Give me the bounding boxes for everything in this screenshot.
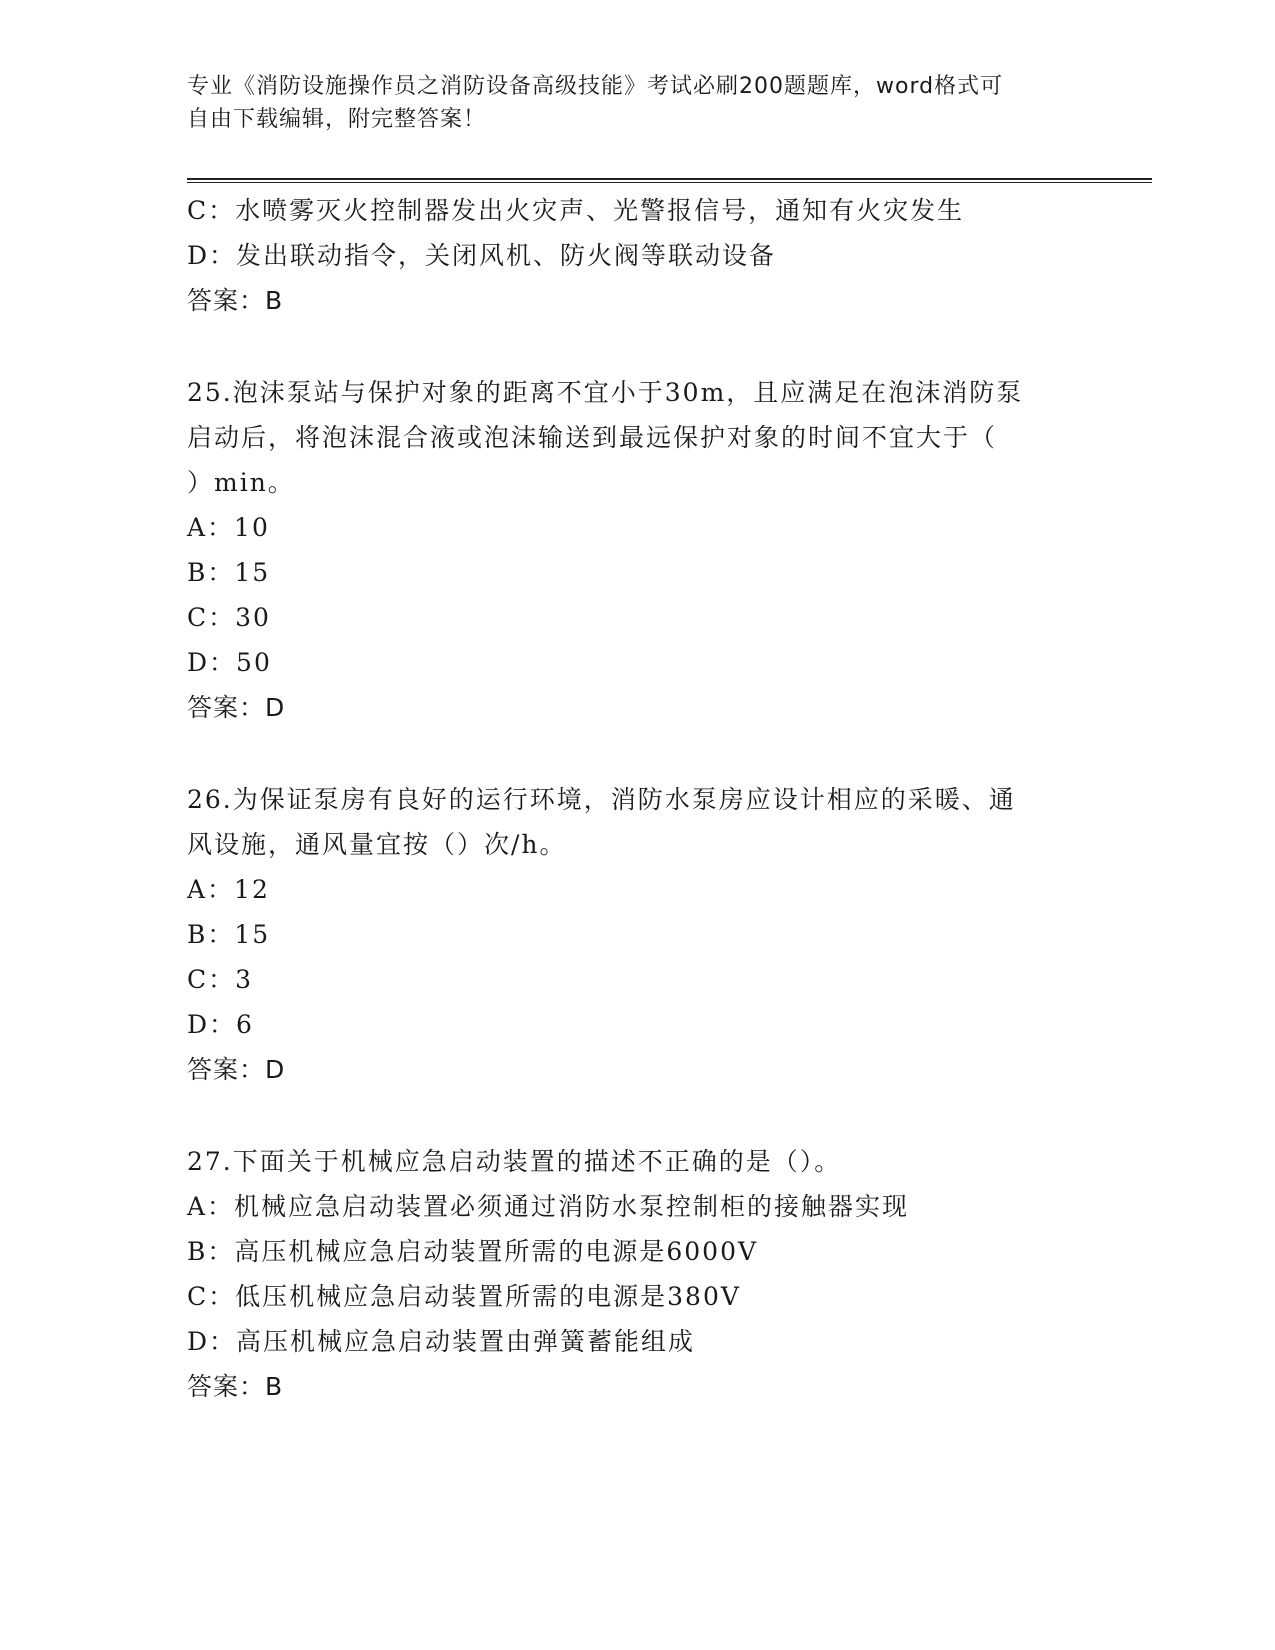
question-27 — [187, 1139, 1152, 1409]
document-page — [187, 70, 1152, 1401]
question-26 — [187, 777, 1152, 1092]
question-stem: 26.为保证泵房有良好的运行环境，消防水泵房应设计相应的采暖、通 — [187, 785, 1016, 814]
option-a: A：机械应急启动装置必须通过消防水泵控制柜的接触器实现 — [187, 1192, 910, 1221]
question-stem: ）min。 — [187, 468, 295, 497]
option-d: D：6 — [187, 1010, 254, 1039]
option-d: D：50 — [187, 648, 272, 677]
option-b: B：15 — [187, 558, 271, 587]
answer: 答案：B — [187, 1372, 284, 1401]
question-stem: 27.下面关于机械应急启动装置的描述不正确的是（）。 — [187, 1147, 842, 1176]
option-b: B：高压机械应急启动装置所需的电源是6000V — [187, 1237, 759, 1266]
question-list — [187, 188, 1152, 1409]
answer: 答案：D — [187, 693, 286, 722]
option-a: A：12 — [187, 875, 270, 904]
question-stem: 风设施，通风量宜按（）次/h。 — [187, 830, 567, 859]
option-c: C：水喷雾灭火控制器发出火灾声、光警报信号，通知有火灾发生 — [187, 196, 965, 225]
answer: 答案：B — [187, 286, 284, 315]
option-c: C：3 — [187, 965, 254, 994]
document-header — [187, 70, 1067, 136]
question-25 — [187, 370, 1152, 730]
answer: 答案：D — [187, 1055, 286, 1084]
header-divider — [187, 178, 1152, 183]
question-stem: 25.泡沫泵站与保护对象的距离不宜小于30m，且应满足在泡沫消防泵 — [187, 378, 1024, 407]
option-a: A：10 — [187, 513, 270, 542]
option-b: B：15 — [187, 920, 271, 949]
question-24-continued — [187, 188, 1152, 323]
header-line-1: 专业《消防设施操作员之消防设备高级技能》考试必刷200题题库，word格式可 — [187, 74, 1004, 99]
option-d: D：高压机械应急启动装置由弹簧蓄能组成 — [187, 1327, 696, 1356]
option-d: D：发出联动指令，关闭风机、防火阀等联动设备 — [187, 241, 777, 270]
option-c: C：低压机械应急启动装置所需的电源是380V — [187, 1282, 741, 1311]
header-line-2: 自由下载编辑，附完整答案！ — [187, 107, 487, 132]
question-stem: 启动后，将泡沫混合液或泡沫输送到最远保护对象的时间不宜大于（ — [187, 423, 998, 452]
option-c: C：30 — [187, 603, 271, 632]
